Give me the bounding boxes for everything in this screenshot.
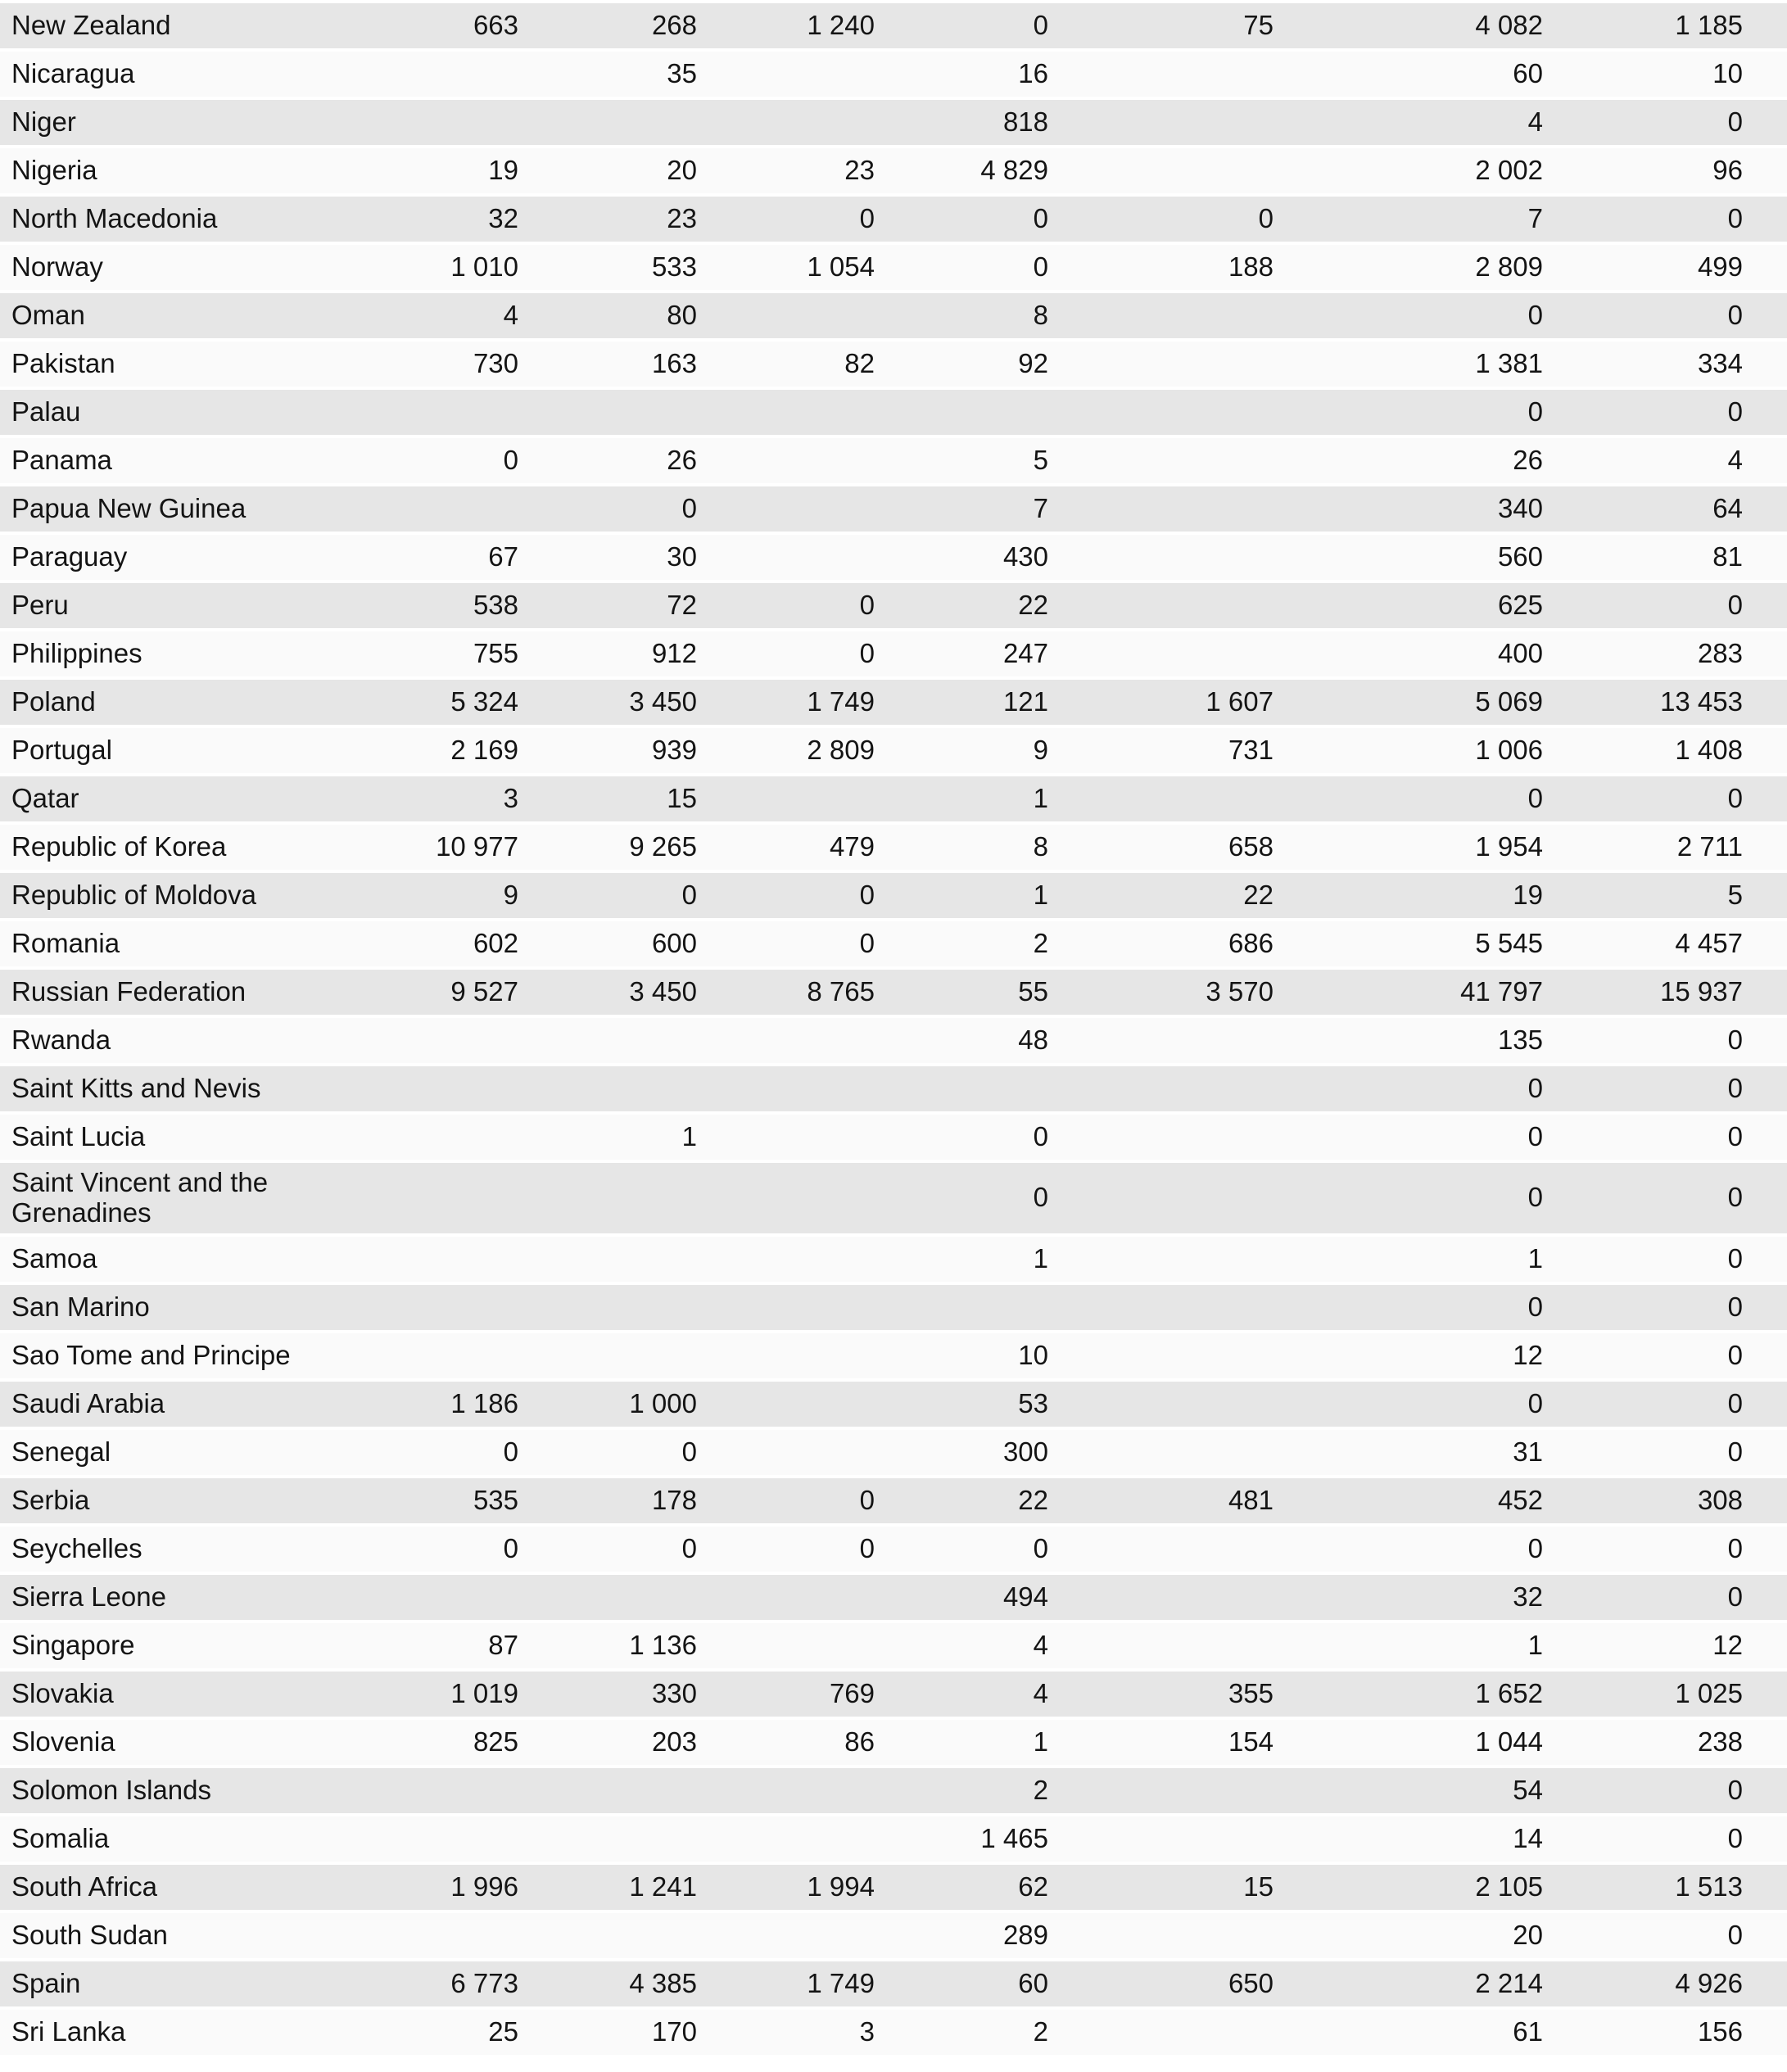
value-cell: 0 (1033, 203, 1048, 234)
value-cell: 1 186 (450, 1387, 518, 1418)
country-cell: Saint Lucia (11, 1121, 146, 1152)
value-cell: 92 (1018, 348, 1048, 379)
value-cell: 334 (1697, 348, 1743, 379)
value-cell: 2 (1033, 928, 1048, 959)
value-cell: 0 (859, 1484, 875, 1515)
value-cell: 26 (667, 445, 697, 476)
value-cell: 4 457 (1675, 928, 1743, 959)
value-cell: 75 (1243, 10, 1274, 41)
value-cell: 2 105 (1475, 1871, 1543, 1902)
value-cell: 121 (1002, 686, 1048, 717)
table-row (0, 1018, 1787, 1063)
value-cell: 9 527 (450, 976, 518, 1007)
country-cell: San Marino (11, 1291, 150, 1322)
value-cell: 0 (1727, 1025, 1743, 1056)
table-row (0, 776, 1787, 821)
country-cell: Samoa (11, 1242, 97, 1274)
country-cell: North Macedonia (11, 203, 218, 234)
value-cell: 0 (1727, 1774, 1743, 1805)
value-cell: 9 (503, 880, 518, 911)
value-cell: 7 (1033, 493, 1048, 524)
value-cell: 19 (488, 155, 518, 186)
country-cell: Serbia (11, 1484, 90, 1515)
value-cell: 0 (1727, 1436, 1743, 1467)
value-cell: 730 (473, 348, 518, 379)
country-cell: Palau (11, 396, 81, 428)
value-cell: 5 069 (1475, 686, 1543, 717)
value-cell: 602 (473, 928, 518, 959)
table-row (0, 1575, 1787, 1620)
value-cell: 0 (1527, 1182, 1543, 1213)
value-cell: 0 (859, 1532, 875, 1563)
country-cell: Nigeria (11, 155, 97, 186)
value-cell: 60 (1018, 1967, 1048, 1998)
table-row (0, 631, 1787, 676)
value-cell: 1 025 (1675, 1677, 1743, 1708)
value-cell: 1 465 (980, 1822, 1048, 1853)
country-cell: Republic of Moldova (11, 880, 256, 911)
country-cell: Paraguay (11, 541, 128, 572)
value-cell: 7 (1527, 203, 1543, 234)
value-cell: 22 (1243, 880, 1274, 911)
value-cell: 1 408 (1675, 735, 1743, 766)
value-cell: 1 996 (450, 1871, 518, 1902)
value-cell: 912 (651, 638, 697, 669)
value-cell: 535 (473, 1484, 518, 1515)
value-cell: 0 (681, 1436, 697, 1467)
value-cell: 22 (1018, 590, 1048, 621)
value-cell: 188 (1228, 251, 1274, 283)
value-cell: 156 (1697, 2015, 1743, 2047)
country-cell: Pakistan (11, 348, 115, 379)
value-cell: 19 (1513, 880, 1543, 911)
value-cell: 3 (859, 2015, 875, 2047)
value-cell: 4 (1033, 1677, 1048, 1708)
value-cell: 5 (1727, 880, 1743, 911)
value-cell: 499 (1697, 251, 1743, 283)
value-cell: 479 (829, 831, 875, 862)
value-cell: 154 (1228, 1726, 1274, 1757)
value-cell: 0 (1727, 203, 1743, 234)
value-cell: 170 (651, 2015, 697, 2047)
value-cell: 2 (1033, 2015, 1048, 2047)
value-cell: 14 (1513, 1822, 1543, 1853)
value-cell: 2 214 (1475, 1967, 1543, 1998)
value-cell: 20 (1513, 1919, 1543, 1950)
table-row (0, 1382, 1787, 1427)
table-row (0, 1865, 1787, 1910)
value-cell: 400 (1497, 638, 1543, 669)
value-cell: 0 (503, 1436, 518, 1467)
country-cell: Papua New Guinea (11, 493, 247, 524)
value-cell: 22 (1018, 1484, 1048, 1515)
value-cell: 203 (651, 1726, 697, 1757)
value-cell: 1 (1033, 1242, 1048, 1274)
value-cell: 0 (1033, 1121, 1048, 1152)
value-cell: 13 453 (1660, 686, 1743, 717)
value-cell: 9 265 (629, 831, 697, 862)
value-cell: 769 (829, 1677, 875, 1708)
value-cell: 2 169 (450, 735, 518, 766)
value-cell: 2 002 (1475, 155, 1543, 186)
country-cell: Somalia (11, 1822, 110, 1853)
country-cell: Seychelles (11, 1532, 143, 1563)
value-cell: 64 (1712, 493, 1743, 524)
value-cell: 87 (488, 1629, 518, 1660)
value-cell: 0 (1727, 1121, 1743, 1152)
value-cell: 16 (1018, 58, 1048, 89)
country-cell: Singapore (11, 1629, 135, 1660)
table-row (0, 52, 1787, 97)
value-cell: 8 765 (807, 976, 875, 1007)
value-cell: 6 773 (450, 1967, 518, 1998)
value-cell: 23 (844, 155, 875, 186)
value-cell: 533 (651, 251, 697, 283)
value-cell: 82 (844, 348, 875, 379)
value-cell: 53 (1018, 1387, 1048, 1418)
value-cell: 0 (1727, 1532, 1743, 1563)
value-cell: 430 (1002, 541, 1048, 572)
table-row (0, 2010, 1787, 2055)
value-cell: 3 450 (629, 686, 697, 717)
value-cell: 0 (859, 928, 875, 959)
table-row (0, 1430, 1787, 1475)
value-cell: 35 (667, 58, 697, 89)
table-row (0, 1115, 1787, 1160)
value-cell: 0 (681, 1532, 697, 1563)
value-cell: 1 241 (629, 1871, 697, 1902)
country-cell: Spain (11, 1967, 81, 1998)
value-cell: 62 (1018, 1871, 1048, 1902)
value-cell: 2 809 (1475, 251, 1543, 283)
value-cell: 5 (1033, 445, 1048, 476)
value-cell: 481 (1228, 1484, 1274, 1515)
value-cell: 0 (1527, 1532, 1543, 1563)
value-cell: 0 (1727, 1073, 1743, 1104)
table-row (0, 728, 1787, 773)
table-row (0, 1527, 1787, 1572)
value-cell: 1 240 (807, 10, 875, 41)
value-cell: 340 (1497, 493, 1543, 524)
value-cell: 658 (1228, 831, 1274, 862)
table-row (0, 438, 1787, 483)
value-cell: 1 010 (450, 251, 518, 283)
value-cell: 1 749 (807, 686, 875, 717)
value-cell: 4 385 (629, 1967, 697, 1998)
value-cell: 23 (667, 203, 697, 234)
table-row (0, 148, 1787, 193)
value-cell: 452 (1497, 1484, 1543, 1515)
value-cell: 0 (1727, 1919, 1743, 1950)
table-row (0, 1623, 1787, 1668)
value-cell: 4 829 (980, 155, 1048, 186)
value-cell: 178 (651, 1484, 697, 1515)
country-cell: Philippines (11, 638, 143, 669)
value-cell: 1 136 (629, 1629, 697, 1660)
country-cell: Saint Vincent and the Grenadines (11, 1167, 269, 1228)
table-row (0, 535, 1787, 580)
country-cell: Russian Federation (11, 976, 247, 1007)
value-cell: 600 (651, 928, 697, 959)
value-cell: 1 (1033, 783, 1048, 814)
table-row (0, 583, 1787, 628)
value-cell: 31 (1513, 1436, 1543, 1467)
value-cell: 1 (1527, 1242, 1543, 1274)
country-cell: Saint Kitts and Nevis (11, 1073, 261, 1104)
value-cell: 1 381 (1475, 348, 1543, 379)
table-row (0, 197, 1787, 242)
value-cell: 1 749 (807, 1967, 875, 1998)
value-cell: 0 (1258, 203, 1274, 234)
value-cell: 4 926 (1675, 1967, 1743, 1998)
value-cell: 4 (1527, 106, 1543, 138)
value-cell: 5 324 (450, 686, 518, 717)
value-cell: 0 (1033, 1182, 1048, 1213)
value-cell: 1 954 (1475, 831, 1543, 862)
value-cell: 15 (1243, 1871, 1274, 1902)
table-row (0, 970, 1787, 1015)
value-cell: 0 (1727, 1581, 1743, 1612)
value-cell: 825 (473, 1726, 518, 1757)
value-cell: 1 006 (1475, 735, 1543, 766)
value-cell: 330 (651, 1677, 697, 1708)
value-cell: 25 (488, 2015, 518, 2047)
country-cell: Slovakia (11, 1677, 114, 1708)
value-cell: 1 (681, 1121, 697, 1152)
value-cell: 1 185 (1675, 10, 1743, 41)
value-cell: 0 (1033, 10, 1048, 41)
table-row (0, 680, 1787, 725)
value-cell: 2 809 (807, 735, 875, 766)
country-cell: Rwanda (11, 1025, 111, 1056)
value-cell: 60 (1513, 58, 1543, 89)
value-cell: 0 (1727, 1182, 1743, 1213)
value-cell: 32 (488, 203, 518, 234)
value-cell: 0 (1527, 1387, 1543, 1418)
value-cell: 650 (1228, 1967, 1274, 1998)
table-row (0, 1961, 1787, 2006)
value-cell: 32 (1513, 1581, 1543, 1612)
value-cell: 686 (1228, 928, 1274, 959)
value-cell: 3 570 (1206, 976, 1274, 1007)
value-cell: 4 082 (1475, 10, 1543, 41)
value-cell: 86 (844, 1726, 875, 1757)
value-cell: 1 044 (1475, 1726, 1543, 1757)
value-cell: 20 (667, 155, 697, 186)
table-row (0, 921, 1787, 966)
value-cell: 0 (1527, 1291, 1543, 1322)
value-cell: 939 (651, 735, 697, 766)
table-row (0, 1163, 1787, 1233)
value-cell: 67 (488, 541, 518, 572)
table-row (0, 1913, 1787, 1958)
value-cell: 1 000 (629, 1387, 697, 1418)
table-row (0, 293, 1787, 338)
value-cell: 625 (1497, 590, 1543, 621)
value-cell: 1 994 (807, 1871, 875, 1902)
value-cell: 3 (503, 783, 518, 814)
country-cell: South Africa (11, 1871, 157, 1902)
value-cell: 0 (1727, 106, 1743, 138)
table-row (0, 486, 1787, 532)
table-row (0, 1237, 1787, 1282)
value-cell: 1 (1527, 1629, 1543, 1660)
country-cell: Solomon Islands (11, 1774, 211, 1805)
country-cell: Senegal (11, 1436, 111, 1467)
table-row (0, 1285, 1787, 1330)
value-cell: 0 (1527, 396, 1543, 428)
value-cell: 268 (651, 10, 697, 41)
value-cell: 0 (859, 638, 875, 669)
value-cell: 0 (1727, 396, 1743, 428)
value-cell: 0 (859, 590, 875, 621)
value-cell: 1 019 (450, 1677, 518, 1708)
value-cell: 54 (1513, 1774, 1543, 1805)
value-cell: 8 (1033, 831, 1048, 862)
value-cell: 289 (1002, 1919, 1048, 1950)
value-cell: 0 (503, 445, 518, 476)
country-cell: Qatar (11, 783, 79, 814)
country-cell: Niger (11, 106, 76, 138)
value-cell: 0 (1727, 1387, 1743, 1418)
country-cell: Poland (11, 686, 96, 717)
value-cell: 80 (667, 300, 697, 331)
country-cell: Sierra Leone (11, 1581, 166, 1612)
value-cell: 9 (1033, 735, 1048, 766)
value-cell: 1 652 (1475, 1677, 1543, 1708)
country-cell: Panama (11, 445, 112, 476)
value-cell: 0 (859, 203, 875, 234)
value-cell: 135 (1497, 1025, 1543, 1056)
value-cell: 1 513 (1675, 1871, 1743, 1902)
value-cell: 538 (473, 590, 518, 621)
country-cell: Republic of Korea (11, 831, 227, 862)
value-cell: 0 (1527, 300, 1543, 331)
country-cell: Romania (11, 928, 120, 959)
value-cell: 1 (1033, 1726, 1048, 1757)
value-cell: 8 (1033, 300, 1048, 331)
value-cell: 72 (667, 590, 697, 621)
country-cell: Norway (11, 251, 103, 283)
country-cell: Slovenia (11, 1726, 115, 1757)
value-cell: 10 (1018, 1339, 1048, 1370)
value-cell: 4 (1033, 1629, 1048, 1660)
value-cell: 1 (1033, 880, 1048, 911)
value-cell: 15 (667, 783, 697, 814)
country-cell: Oman (11, 300, 85, 331)
value-cell: 12 (1513, 1339, 1543, 1370)
value-cell: 81 (1712, 541, 1743, 572)
table-row (0, 1816, 1787, 1862)
value-cell: 0 (1727, 1822, 1743, 1853)
value-cell: 0 (859, 880, 875, 911)
table-row (0, 1768, 1787, 1813)
value-cell: 163 (651, 348, 697, 379)
value-cell: 96 (1712, 155, 1743, 186)
value-cell: 0 (1727, 1339, 1743, 1370)
value-cell: 0 (1527, 1121, 1543, 1152)
value-cell: 0 (1033, 251, 1048, 283)
table-row (0, 873, 1787, 918)
country-cell: Sao Tome and Principe (11, 1339, 291, 1370)
value-cell: 355 (1228, 1677, 1274, 1708)
value-cell: 755 (473, 638, 518, 669)
value-cell: 0 (1727, 1291, 1743, 1322)
table-row (0, 100, 1787, 145)
country-cell: Saudi Arabia (11, 1387, 165, 1418)
value-cell: 300 (1002, 1436, 1048, 1467)
value-cell: 1 607 (1206, 686, 1274, 717)
table-row (0, 390, 1787, 435)
value-cell: 0 (1727, 783, 1743, 814)
table-row (0, 1720, 1787, 1765)
value-cell: 10 977 (436, 831, 518, 862)
value-cell: 0 (503, 1532, 518, 1563)
value-cell: 494 (1002, 1581, 1048, 1612)
value-cell: 283 (1697, 638, 1743, 669)
value-cell: 0 (1033, 1532, 1048, 1563)
table-row (0, 1333, 1787, 1378)
value-cell: 0 (1727, 300, 1743, 331)
table-row (0, 1066, 1787, 1111)
country-cell: South Sudan (11, 1919, 168, 1950)
value-cell: 55 (1018, 976, 1048, 1007)
table-row (0, 3, 1787, 48)
value-cell: 30 (667, 541, 697, 572)
value-cell: 0 (681, 880, 697, 911)
table-row (0, 245, 1787, 290)
table-row (0, 342, 1787, 387)
value-cell: 48 (1018, 1025, 1048, 1056)
value-cell: 41 797 (1460, 976, 1543, 1007)
value-cell: 12 (1712, 1629, 1743, 1660)
value-cell: 308 (1697, 1484, 1743, 1515)
table-row (0, 1672, 1787, 1717)
country-cell: New Zealand (11, 10, 171, 41)
value-cell: 0 (681, 493, 697, 524)
value-cell: 15 937 (1660, 976, 1743, 1007)
value-cell: 247 (1002, 638, 1048, 669)
country-cell: Peru (11, 590, 69, 621)
value-cell: 0 (1727, 1242, 1743, 1274)
table-row (0, 1478, 1787, 1523)
value-cell: 26 (1513, 445, 1543, 476)
value-cell: 5 545 (1475, 928, 1543, 959)
country-cell: Portugal (11, 735, 112, 766)
value-cell: 2 711 (1676, 831, 1743, 862)
value-cell: 731 (1228, 735, 1274, 766)
table-row (0, 825, 1787, 870)
value-cell: 0 (1527, 1073, 1543, 1104)
value-cell: 0 (1527, 783, 1543, 814)
value-cell: 4 (503, 300, 518, 331)
value-cell: 0 (1727, 590, 1743, 621)
value-cell: 663 (473, 10, 518, 41)
value-cell: 10 (1712, 58, 1743, 89)
value-cell: 1 054 (807, 251, 875, 283)
country-cell: Sri Lanka (11, 2015, 126, 2047)
country-cell: Nicaragua (11, 58, 135, 89)
table-body (0, 3, 1787, 2055)
value-cell: 238 (1697, 1726, 1743, 1757)
value-cell: 61 (1513, 2015, 1543, 2047)
value-cell: 818 (1002, 106, 1048, 138)
value-cell: 4 (1727, 445, 1743, 476)
value-cell: 3 450 (629, 976, 697, 1007)
value-cell: 560 (1497, 541, 1543, 572)
value-cell: 2 (1033, 1774, 1048, 1805)
